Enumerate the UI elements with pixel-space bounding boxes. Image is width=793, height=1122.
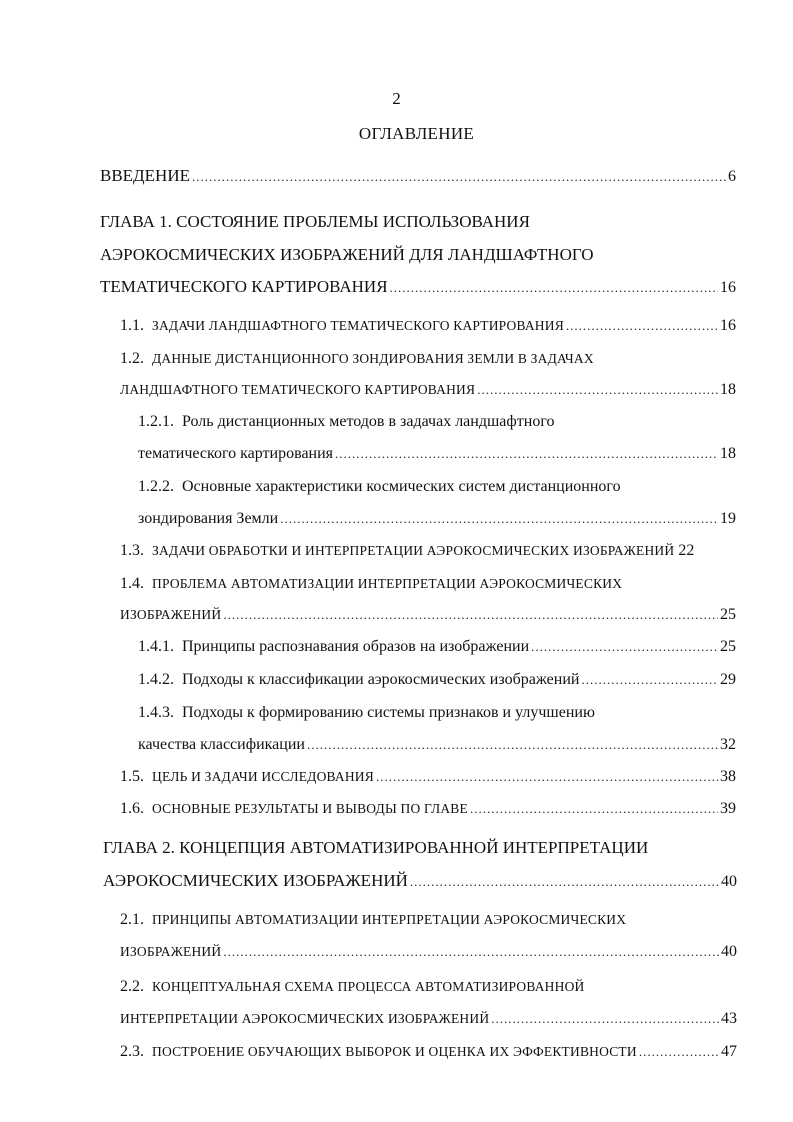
toc-chapter-1-line3[interactable]: [100, 277, 736, 297]
entry-text: ПОСТРОЕНИЕ ОБУЧАЮЩИХ ВЫБОРОК И ОЦЕНКА ИХ ЭФФЕКТИВНОСТИ: [152, 1044, 637, 1059]
entry-text: тематического картирования: [138, 445, 334, 462]
entry-text: ВВЕДЕНИЕ: [100, 166, 190, 185]
entry-text: зондирования Земли: [138, 510, 279, 527]
entry-number: 1.6.: [120, 800, 144, 817]
toc-entry-1-2-line1[interactable]: [120, 350, 594, 368]
entry-text: ИНТЕРПРЕТАЦИИ АЭРОКОСМИЧЕСКИХ ИЗОБРАЖЕНИЙ: [120, 1011, 490, 1026]
toc-entry-introduction[interactable]: [100, 166, 736, 186]
leader-dots: [566, 318, 718, 334]
entry-number: 1.4.3.: [138, 704, 174, 721]
entry-number: 1.4.: [120, 575, 144, 592]
leader-dots: [531, 639, 718, 655]
entry-page: 40: [721, 873, 737, 890]
entry-number: 1.5.: [120, 768, 144, 785]
entry-page: 32: [720, 736, 736, 753]
entry-page: 25: [720, 638, 736, 655]
entry-text: АЭРОКОСМИЧЕСКИХ ИЗОБРАЖЕНИЙ: [103, 871, 408, 890]
leader-dots: [335, 446, 718, 462]
entry-text: ЛАНДШАФТНОГО ТЕМАТИЧЕСКОГО КАРТИРОВАНИЯ: [120, 382, 476, 397]
entry-page: 29: [720, 671, 736, 688]
entry-text: Роль дистанционных методов в задачах ландшафтного: [182, 413, 555, 430]
toc-entry-1-4-line2[interactable]: [120, 606, 736, 624]
toc-entry-1-4-1[interactable]: [138, 638, 736, 656]
entry-text: ПРОБЛЕМА АВТОМАТИЗАЦИИ ИНТЕРПРЕТАЦИИ АЭРОКОСМИЧЕСКИХ: [152, 576, 623, 591]
entry-page: 38: [720, 768, 736, 785]
entry-page: 16: [720, 279, 736, 296]
entry-page: 47: [721, 1043, 737, 1060]
leader-dots: [307, 737, 718, 753]
leader-dots: [223, 607, 718, 623]
toc-entry-1-5[interactable]: [120, 768, 736, 786]
leader-dots: [192, 169, 726, 185]
toc-entry-1-6[interactable]: [120, 800, 736, 818]
entry-number: 1.2.: [120, 350, 144, 367]
entry-page: 22: [678, 542, 695, 559]
leader-dots: [376, 769, 718, 785]
toc-entry-1-2-1-line1[interactable]: [138, 413, 555, 431]
toc-entry-2-1-line2[interactable]: [120, 943, 737, 961]
leader-dots: [491, 1011, 719, 1027]
entry-text: ЗАДАЧИ ОБРАБОТКИ И ИНТЕРПРЕТАЦИИ АЭРОКОСМИЧЕСКИХ ИЗОБРАЖЕНИЙ: [152, 543, 675, 558]
toc-title: ОГЛАВЛЕНИЕ: [358, 124, 475, 143]
leader-dots: [470, 801, 718, 817]
entry-text: ЦЕЛЬ И ЗАДАЧИ ИССЛЕДОВАНИЯ: [152, 769, 374, 784]
entry-number: 1.4.1.: [138, 638, 174, 655]
toc-chapter-2-line2[interactable]: [103, 871, 737, 891]
entry-page: 18: [720, 445, 736, 462]
toc-entry-1-4-2[interactable]: [138, 671, 736, 689]
entry-text: ЗАДАЧИ ЛАНДШАФТНОГО ТЕМАТИЧЕСКОГО КАРТИРОВАНИЯ: [152, 318, 564, 333]
entry-text: Принципы распознавания образов на изображении: [182, 638, 530, 655]
entry-text: Подходы к классификации аэрокосмических изображений: [182, 671, 580, 688]
toc-chapter-1-line1[interactable]: ГЛАВА 1. СОСТОЯНИЕ ПРОБЛЕМЫ ИСПОЛЬЗОВАНИЯ: [100, 212, 530, 231]
leader-dots: [581, 672, 718, 688]
toc-entry-1-1[interactable]: [120, 317, 736, 335]
entry-page: 39: [720, 800, 736, 817]
entry-text: КОНЦЕПТУАЛЬНАЯ СХЕМА ПРОЦЕССА АВТОМАТИЗИРОВАННОЙ: [152, 979, 585, 994]
toc-entry-1-2-line2[interactable]: [120, 381, 736, 399]
leader-dots: [280, 511, 718, 527]
toc-entry-1-2-2-line1[interactable]: [138, 478, 621, 496]
entry-number: 2.2.: [120, 978, 144, 995]
toc-entry-1-4-3-line1[interactable]: [138, 704, 595, 722]
entry-text: ДАННЫЕ ДИСТАНЦИОННОГО ЗОНДИРОВАНИЯ ЗЕМЛИ В ЗАДАЧАХ: [152, 351, 594, 366]
toc-entry-2-2-line1[interactable]: [120, 978, 584, 996]
entry-text: ПРИНЦИПЫ АВТОМАТИЗАЦИИ ИНТЕРПРЕТАЦИИ АЭРОКОСМИЧЕСКИХ: [152, 912, 627, 927]
entry-number: 1.1.: [120, 317, 144, 334]
entry-number: 1.4.2.: [138, 671, 174, 688]
toc-entry-1-2-1-line2[interactable]: [138, 445, 736, 463]
toc-entry-1-4-line1[interactable]: [120, 575, 622, 593]
entry-text: ИЗОБРАЖЕНИЙ: [120, 607, 222, 622]
toc-entry-1-3[interactable]: [120, 542, 736, 560]
entry-page: 43: [721, 1010, 737, 1027]
entry-page: 19: [720, 510, 736, 527]
page-number: 2: [392, 89, 401, 108]
entry-page: 18: [720, 381, 736, 398]
entry-number: 1.3.: [120, 542, 144, 559]
entry-page: 40: [721, 943, 737, 960]
toc-chapter-1-line2[interactable]: АЭРОКОСМИЧЕСКИХ ИЗОБРАЖЕНИЙ ДЛЯ ЛАНДШАФТНОГО: [100, 245, 594, 264]
toc-entry-2-2-line2[interactable]: [120, 1010, 737, 1028]
entry-number: 1.2.1.: [138, 413, 174, 430]
leader-dots: [639, 1044, 719, 1060]
toc-entry-1-2-2-line2[interactable]: [138, 510, 736, 528]
entry-text: ИЗОБРАЖЕНИЙ: [120, 944, 222, 959]
entry-number: 1.2.2.: [138, 478, 174, 495]
toc-chapter-2-line1[interactable]: ГЛАВА 2. КОНЦЕПЦИЯ АВТОМАТИЗИРОВАННОЙ ИНТЕРПРЕТАЦИИ: [103, 838, 649, 857]
entry-text: ОСНОВНЫЕ РЕЗУЛЬТАТЫ И ВЫВОДЫ ПО ГЛАВЕ: [152, 801, 468, 816]
toc-entry-2-1-line1[interactable]: [120, 911, 626, 929]
entry-text: Подходы к формированию системы признаков и улучшению: [182, 704, 595, 721]
entry-number: 2.3.: [120, 1043, 144, 1060]
toc-entry-1-4-3-line2[interactable]: [138, 736, 736, 754]
leader-dots: [477, 382, 718, 398]
entry-page: 6: [728, 168, 736, 185]
entry-number: 2.1.: [120, 911, 144, 928]
entry-text: ТЕМАТИЧЕСКОГО КАРТИРОВАНИЯ: [100, 277, 388, 296]
entry-text: Основные характеристики космических систем дистанционного: [182, 478, 621, 495]
entry-page: 25: [720, 606, 736, 623]
leader-dots: [390, 280, 718, 296]
leader-dots: [223, 944, 719, 960]
leader-dots: [410, 874, 719, 890]
entry-page: 16: [720, 317, 736, 334]
toc-entry-2-3[interactable]: [120, 1043, 737, 1061]
entry-text: качества классификации: [138, 736, 305, 753]
